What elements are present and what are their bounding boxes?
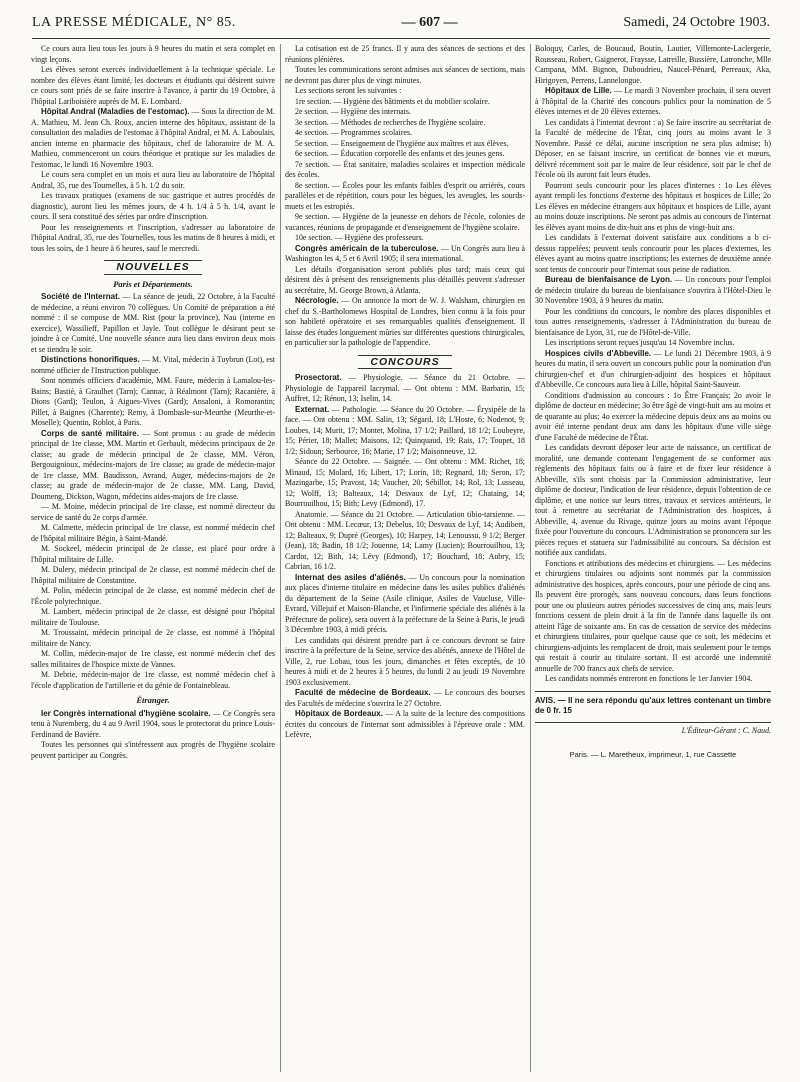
paragraph: Les candidats à l'externat doivent satisfaire aux conditions a b ci-dessus rappelées; peuvent seuls concourir pour les places d'externes, les élèves ayant au moins quatre inscriptions; les externes de deuxième année sont tenus de concourir pour l'internat sous peine de radiation. <box>535 233 771 274</box>
paragraph: Les candidats qui désirent prendre part à ce concours devront se faire inscrire à la préfecture de la Seine, service des aliénés, annexe de l'Hôtel de Ville, 2, rue Lobau, tous les jours, dimanches et fêtes exceptés, de 10 heures à midi et de 2 heures à 5 heures, du lundi 2 au jeudi 19 Novembre 1903 exclusivement. <box>285 635 525 687</box>
necrologie-item <box>285 296 525 349</box>
subheading-paris: Paris et Départements. <box>113 278 193 289</box>
item-text: — Sous la direction de M. A. Mathieu, M. Jean Ch. Roux, ancien interne des hôpitaux, assistant de la consultation des maladies de l'estomac à l'hôpital Andral, et M. A. Laboulais, ancien interne en pharmacie des hôpitaux, chef de laboratoire de M. A. Mathieu, commenceront un cours théorique et pratique sur les maladies de l'estomac, le lundi 16 Novembre 1903. <box>31 107 275 169</box>
section-list-item: 4e section. — Programmes scolaires. <box>295 128 413 137</box>
item-text: — La séance de jeudi, 22 Octobre, à la Faculté de médecine, a réuni environ 70 collègues. Un Comité de préparation a été nommé : il se compose de MM. Rist (pour la province), Nau (interne en exercice), Wassilieff, Papillon et Jayle. Tout collègue le désirant peut se joindre à ce Comité. Une nouvelle séance aura lieu dans environ deux mois et se tiendra le soir. <box>31 292 275 354</box>
paragraph: M. Sockeel, médecin principal de 2e classe, est placé pour ordre à l'hôpital militaire de Lille. <box>31 544 275 564</box>
paragraph: La cotisation est de 25 francs. Il y aura des séances de sections et des réunions plénières. <box>285 44 525 64</box>
item-title: Hôpitaux de Bordeaux. <box>295 709 383 718</box>
paragraph: M. Lambert, médecin principal de 2e classe, est désigné pour l'hôpital militaire de Toulouse. <box>31 607 275 627</box>
section-list-item: 5e section. — Enseignement de l'hygiène aux maîtres et aux élèves. <box>295 138 509 148</box>
sante-item <box>31 429 275 503</box>
paragraph: Le cours sera complet en un mois et aura lieu au laboratoire de l'hôpital Andral, 35, rue des Tournelles, à 5 h. 1/2 du soir. <box>31 170 275 190</box>
editor-manager: L'Éditeur-Gérant : C. Naud. <box>535 722 771 737</box>
paragraph: Pour les renseignements et l'inscription, s'adresser au laboratoire de l'hôpital Andral, 35, rue des Tournelles, tous les matins de 8 heures à midi, et tous les soirs, de 1 heure à 6 heures, sauf le mercredi. <box>31 222 275 253</box>
paragraph: Les travaux pratiques (examens de suc gastrique et autres procédés de diagnostic), auront lieu les mêmes jours, de 4 h. 1/4 à 5 h. 1/4, avant le cours. Il sera constitué des séries par ordre d'inscription. <box>31 191 275 221</box>
item-title: Hospices civils d'Abbeville. <box>545 348 652 358</box>
paragraph: Les élèves seront exercés individuellement à la technique spéciale. Le nombre des élèves étant limité, les docteurs et étudiants qui désirent suivre ce cours sont priés de se faire inscrire à l'avance, à partir du 19 Octobre, à l'hôpital Lariboisière auprès de M. E. Lombard. <box>31 65 275 106</box>
abbeville-item <box>535 349 771 391</box>
item-text: — M. Vital, médecin à Tuybrun (Lot), est nommé officier de l'Instruction publique. <box>31 355 275 375</box>
paragraph: M. Debrie, médecin-major de 1re classe, est nommé médecin chef à l'école d'application de l'artillerie et du génie de Fontainebleau. <box>31 670 275 690</box>
paragraph: Fonctions et attributions des médecins et chirurgiens. — Les médecins et chirurgiens titulaires ou adjoints sont nommés par la commission administrative des hospices, après concours, pour une période de cinq ans. Ils peuvent être prorogés, sans nouveau concours, dans leurs fonctions pour une ou plusieurs autres périodes successives de cinq ans, mais leurs fonctions cessent de plein droit à la fin de l'année dans laquelle ils ont atteint l'âge de soixante ans. En cas de cessation de service des médecins et chirurgiens titulaires, pour quelque cause que ce soit, les médecins et chirurgiens-adjoints les remplacent de droit, mais seulement pour le temps qui restait à courir au titulaire sortant. Il est accordé une indemnité annuelle de 700 francs aux chefs de service. <box>535 558 771 673</box>
item-title: Internat des asiles d'aliénés. <box>295 572 406 582</box>
section-heading-nouvelles <box>31 260 275 275</box>
paragraph: Anatomie. — Séance du 21 Octobre. — Articulation tibio-tarsienne. — Ont obtenu : MM. Lecœur, 13; Debelus, 10; Desvaux de Lyf, 14; Audibert, 12; Balteaux, 9; Dupré (Georges), 10; Harpey, 14; Lenoussu, 9 1/2; Berger (Jean), 18; Badin, 18 1/2; Jouenne, 14; Lamy (Lucien); Bourrouilhou, 13; Cardot, 12; Bith, 14; Lévy (Edmond), 17; Bouchard, 18; Aubry, 15; Cabrian, 16 1/2. <box>285 509 525 571</box>
internat-item <box>31 292 275 355</box>
externat-item <box>285 405 525 458</box>
item-title: Congrès américain de la tuberculose. <box>295 243 439 253</box>
printer-line: Paris. — L. Maretheux, imprimeur, 1, rue Cassette <box>569 750 737 759</box>
paragraph: Ce cours aura lieu tous les jours à 9 heures du matin et sera complet en vingt leçons. <box>31 44 275 64</box>
item-text: — Le mardi 3 Novembre prochain, il sera ouvert à l'hôpital de la Charité des concours publics pour la nomination de 5 élèves internes et de 20 élèves externes. <box>535 86 771 116</box>
item-title: Société de l'Internat. <box>41 292 120 301</box>
paragraph: Toutes les communications seront admises aux séances de sections, mais ne devront pas durer plus de vingt minutes. <box>285 65 525 85</box>
alienes-item <box>285 573 525 636</box>
column-2 <box>285 44 525 1072</box>
avis-notice: AVIS. — Il ne sera répondu qu'aux lettres contenant un timbre de 0 fr. 15 <box>535 691 771 717</box>
tuberculose-item <box>285 244 525 265</box>
column-divider <box>280 44 281 1072</box>
item-title: Faculté de médecine de Bordeaux. <box>295 688 431 697</box>
paragraph: — M. Moine, médecin principal de 1re classe, est nommé directeur du service de santé du 2e corps d'armée. <box>31 502 275 522</box>
section-list-item: 3e section. — Méthodes de recherches de l'hygiène scolaire. <box>295 117 486 127</box>
section-list-item: 6e section. — Éducation corporelle des enfants et des jeunes gens. <box>295 149 505 158</box>
page-header <box>32 10 770 36</box>
item-text: — Un Congrès aura lieu à Washington les 4, 5 et 6 Avril 1905; il sera international. <box>285 243 525 263</box>
item-title: Externat. <box>295 404 330 414</box>
section-list-item: 9e section. — Hygiène de la jeunesse en dehors de l'école, colonies de vacances, réunions de propagande et d'enseignement de l'hygiène scolaire. <box>285 212 525 232</box>
paragraph: Toutes les personnes qui s'intéressent aux progrès de l'hygiène scolaire peuvent participer au Congrès. <box>31 740 275 760</box>
column-1 <box>31 44 275 1072</box>
bordeaux-fac-item <box>285 688 525 709</box>
paragraph: Les détails d'organisation seront publiés plus tard; mais ceux qui désirent dès à présent des renseignements plus détaillés peuvent s'adresser au secrétaire, M. George Brown, à Atlanta. <box>285 264 525 295</box>
item-text: — Ce Congrès sera tenu à Nuremberg, du 4 au 9 Avril 1904, sous le protectorat du prince Louis-Ferdinand de Bavière. <box>31 708 275 739</box>
paragraph: Pourront seuls concourir pour les places d'internes : 1o Les élèves ayant rempli les fonctions d'externe des hôpitaux et hospices de Lille; 2o Les élèves en médecine étrangers aux hôpitaux et hospices de Lille, ayant au moins douze inscriptions. Ne seront pas admis au concours de l'internat les élèves ayant moins de dix-huit ans et plus de vingt-huit ans. <box>535 180 771 232</box>
paragraph: Les inscriptions seront reçues jusqu'au 14 Novembre inclus. <box>545 338 735 347</box>
paragraph: Séance du 22 Octobre. — Saignée. — Ont obtenu : MM. Richet, 18; Minaud, 15; Molard, 16; Libert, 17; Lorin, 18; Regnard, 18; Seron, 17; Mazingarbe, 15; Pravost, 14; Vaucher, 20; Sébillot, 14; Rol, 13; Lusseau, 12; Wolff, 13; Balteaux, 14; Desvaux de Lyf, 12; Chataing, 14; Bourrouilhou, 15; Bith; Levy (Edmond), 17. <box>285 457 525 508</box>
section-heading-concours <box>285 355 525 370</box>
item-title: Bureau de bienfaisance de Lyon. <box>545 275 673 284</box>
congres-item <box>31 709 275 741</box>
andral-item <box>31 107 275 170</box>
paragraph: M. Collin, médecin-major de 1re classe, est nommé médecin chef des salles militaires de l'hospice mixte de Vannes. <box>31 649 275 669</box>
paragraph: M. Dulery, médecin principal de 2e classe, est nommé médecin chef de l'hôpital militaire de Constantine. <box>31 565 275 585</box>
item-text: — A la suite de la lecture des compositions écrites du concours de l'internat sont admissibles à l'épreuve orale : MM. Lefèvre, <box>285 709 525 739</box>
item-text: — On annonce la mort de W. J. Walsham, chirurgien en chef du S.-Bartholomews Hospital de Londres, bien connu à la fois pour son habileté opératoire et ses remarquables qualités d'enseignement. Il laisse des études longuement mûries sur différentes questions chirurgicales, en particulier sur la pathologie de l'appendice. <box>285 296 525 347</box>
item-text: — Le lundi 21 Décembre 1903, à 9 heures du matin, il sera ouvert un concours public pour la nomination d'un chirurgien-chef et d'un chirurgien-adjoint des hospices et hôpitaux d'Abbeville. Ce concours aura lieu à Lille, hôpital Saint-Sauveur. <box>535 348 771 389</box>
subheading-etranger: Étranger. <box>136 695 170 705</box>
lyon-item <box>535 275 771 307</box>
item-text: — Pathologie. — Séance du 20 Octobre. — Érysipèle de la face. — Ont obtenu : MM. Salin, 13; Ségard, 18; L'Hoste, 6; Nodenot, 9; Loubes, 14; Murit, 17; Montet, Molina, 17 1/2; Paillard, 18 1/2; Loubeyre, 15; Périer, 18; Mallet; Maisons, 12; Quinquaud, 19; Rais, 17; Toupet, 18 1/2; Sidoun; Serbource, 16; Marie, 17 1/2; Maisonneuve, 12. <box>285 404 525 456</box>
paragraph: Les sections seront les suivantes : <box>295 86 402 95</box>
paragraph: Les candidats devront déposer leur acte de naissance, un certificat de moralité, une demande contenant l'engagement de se conformer aux règlements des hôpitaux faits ou à faire et de fixer leur résidence à Abbeville, s'ils sont choisis par la Commission administrative, leur diplôme de docteur, l'indication de leur résidence, depuis l'obtention de ce diplôme, et une notice sur leurs titres, travaux et services antérieurs, le tout à remettre au secrétariat de l'Administration des hospices, à Abbeville, 4, avenue du Rivage, quinze jours au moins avant l'époque fixée pour l'ouverture du concours. L'Administration se prononcera sur les pièces reçues et statuera sur l'admissibilité au concours. Sa décision est notifiée aux candidats. <box>535 443 771 557</box>
item-title: Prosectorat. <box>295 373 342 382</box>
section-list-item: 8e section. — Écoles pour les enfants faibles d'esprit ou arriérés, cours parallèles et de répétition, cours pour les bègues, les aveugles, les sourds-muets et les estropiés. <box>285 180 525 211</box>
item-text: — Le concours des bourses des Facultés de médecine s'ouvrira le 27 Octobre. <box>285 688 525 708</box>
section-list-item: 7e section. — État sanitaire, maladies scolaires et inspection médicale des écoles. <box>285 159 525 179</box>
distinctions-item <box>31 355 275 376</box>
item-title: Ier Congrès international d'hygiène scolaire. <box>41 708 211 718</box>
item-title: Corps de santé militaire. <box>41 428 139 438</box>
item-text: — Un concours pour l'emploi de médecin titulaire du bureau de bienfaisance s'ouvrira à l'Hôtel-Dieu le 30 Novembre 1903, à 9 heures du matin. <box>535 275 771 305</box>
item-title: Nécrologie. <box>295 296 339 305</box>
prosectorat-item <box>285 373 525 405</box>
paragraph: M. Calmette, médecin principal de 1re classe, est nommé médecin chef de l'hôpital militaire Bégin, à Saint-Mandé. <box>31 523 275 543</box>
page-number: — 607 — <box>401 15 458 30</box>
paragraph: Conditions d'admission au concours : 1o Être Français; 2o avoir le diplôme de docteur en médecine; 3o être âgé de vingt-huit ans au moins et de quarante au plus; 4o exercer la médecine depuis deux ans au moins ou avoir été interne pendant deux ans dans les hôpitaux d'une ville siège d'une Faculté de médecine de l'État. <box>535 390 771 442</box>
item-text: — Un concours pour la nomination aux places d'interne titulaire en médecine dans les asiles publics d'aliénés du département de la Seine (Asile clinique, Asiles de Vaucluse, Ville-Evrard, Villejuif et Maison-Blanche, et l'infirmerie spéciale des aliénés à la Préfecture de police), sera ouvert à la préfecture de la Seine à Paris, le jeudi 3 Décembre 1903, à midi précis. <box>285 572 525 634</box>
section-list-item: 10e section. — Hygiène des professeurs. <box>295 233 424 242</box>
column-divider <box>530 44 531 1072</box>
paragraph: Les candidats à l'internat devront : a) Se faire inscrire au secrétariat de la Faculté de médecine de l'État, cinq jours au moins avant le 3 Novembre. Passé ce délai, aucune inscription ne sera plus admise; b) Déposer, en se faisant inscrire, un certificat de bonnes vie et mœurs, délivré récemment soit par le maire de leur résidence, soit par le chef de l'école où ils auront fait leurs études. <box>535 117 771 179</box>
paragraph: Boloquy, Carles, de Boucaud, Boutin, Lautier, Villemonte-Laclergerie, Rousseau, Robert, Gaignerot, Fraysse, Latreille, Bussière, Latronche, Mlle Campana, MM. Bignon, Duboudrieu, Naucel-Pénard, Perreaux, Aka, Hirigoyen, Perrens, Lannelongue. <box>535 44 771 85</box>
bordeaux-hop-item <box>285 709 525 741</box>
section-heading-text: CONCOURS <box>358 355 451 370</box>
paragraph: M. Troussaint, médecin principal de 2e classe, est nommé à l'hôpital militaire de Nancy. <box>31 628 275 648</box>
paragraph: Pour les conditions du concours, le nombre des places disponibles et tous autres renseignements, s'adresser à l'Administration du bureau de bienfaisance de Lyon, 31, rue de l'Hôtel-de-Ville. <box>535 306 771 337</box>
item-title: Hôpital Andral (Maladies de l'estomac). <box>41 107 190 116</box>
section-heading-text: NOUVELLES <box>104 260 201 275</box>
lille-item <box>535 86 771 118</box>
item-title: Hôpitaux de Lille. <box>545 86 612 95</box>
issue-date: Samedi, 24 Octobre 1903. <box>623 15 770 30</box>
header-rule <box>32 38 770 39</box>
section-list-item: 2e section. — Hygiène des internats. <box>295 107 411 116</box>
paragraph: Les candidats nommés entreront en fonctions le 1er Janvier 1904. <box>545 674 753 683</box>
paragraph: Sont nommés officiers d'académie, MM. Faure, médecin à Lamalou-les-Bains; Bastié, à Graulhet (Tarn); Cannac, à Réalmont (Tarn); Racanière, à Dions (Gard); Teulon, à Aigues-Vives (Gard); Ansaloni, à Romorantin; Pillet, à Baignes (Charente); Remy, à Dombasle-sur-Meurthe (Meurthe-et-Moselle); Quentin, Roblot, à Paris. <box>31 376 275 427</box>
column-3 <box>535 44 771 1072</box>
item-title: Distinctions honorifiques. <box>41 355 140 364</box>
item-text: — Physiologie. — Séance du 21 Octobre. — Physiologie de l'appareil lacrymal. — Ont obtenu : MM. Barbarin, 15; Auffret, 12; Rénon, 13; Iselin, 14. <box>285 373 525 403</box>
section-list-item: 1re section. — Hygiène des bâtiments et du mobilier scolaire. <box>295 96 490 106</box>
journal-title: LA PRESSE MÉDICALE, N° 85. <box>32 15 236 30</box>
item-text: — Sont promus : au grade de médecin principal de 1re classe, MM. Martin et Gerbault, médecins principaux de 2e classe; au grade de médecin principal de 2e classe, MM. Véron, Bergouignioux, médecins-majors de 1re classe; au grade de médecin-major de 1re classe, MM. Baudisson, Avrand, Auger, médecins-majors de 2e classe; au grade de médecin-major de 2e classe, MM. Lang, David, Doumeng, Dickson, Wagon, médecins aides-majors de 1re classe. <box>31 428 275 501</box>
paragraph: M. Polin, médecin principal de 2e classe, est nommé médecin chef de l'École polytechnique. <box>31 586 275 606</box>
